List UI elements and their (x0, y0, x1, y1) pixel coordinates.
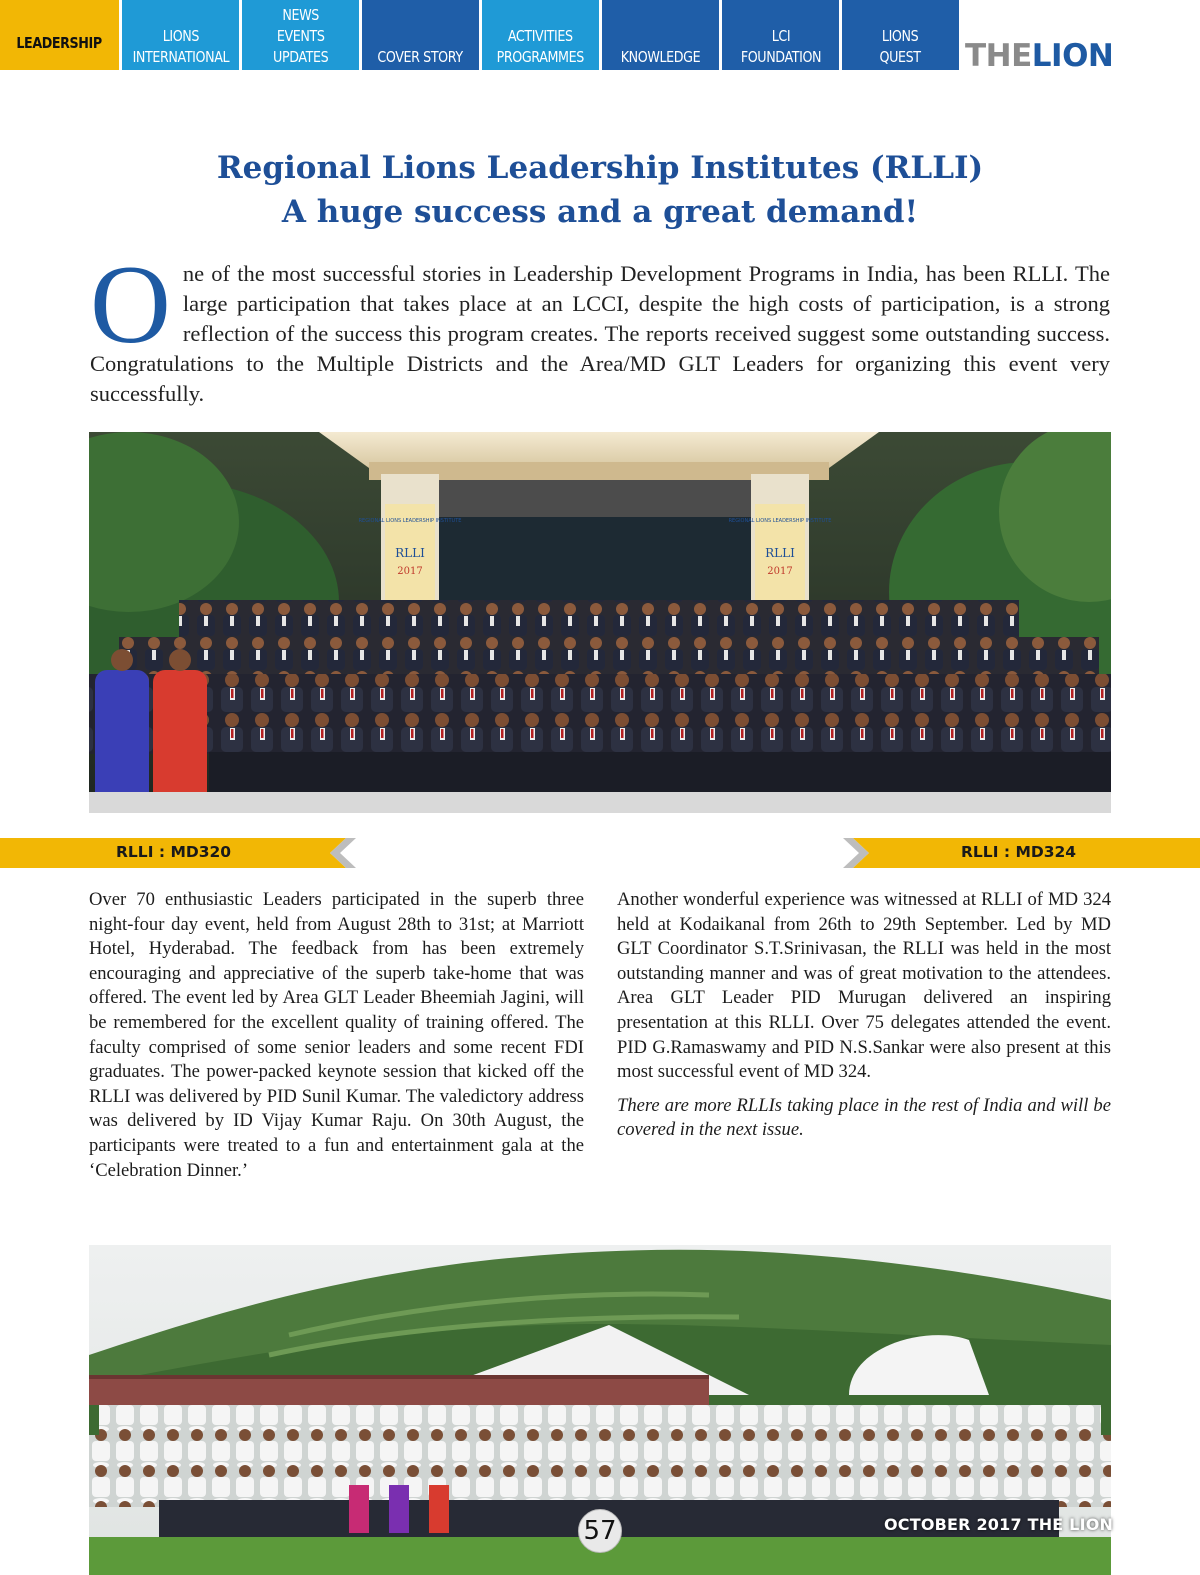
intro-paragraph (90, 243, 1110, 409)
drop-cap: O (90, 243, 171, 367)
section-nav (0, 0, 1200, 72)
section-label-md324: RLLI : MD324 (961, 843, 1077, 861)
closing-note: There are more RLLIs taking place in the rest of India and will be covered in the next issue. (617, 1094, 1111, 1141)
column-md320 (89, 888, 584, 1183)
tab-cover-story[interactable]: COVER STORY (362, 0, 479, 70)
intro-text: ne of the most successful stories in Leadership Development Programs in India, has been RLLI. The large participation that takes place at an LCCI, despite the high costs of participation, is a strong reflection of the success this program creates. The reports received suggest some outstanding success. Congratulations to the Multiple Districts and the Area/MD GLT Leaders for organizing this event very successfully. (90, 261, 1110, 406)
page-number: 57 (578, 1509, 622, 1553)
banner-logo-right: RLLI (765, 546, 795, 560)
tab-leadership[interactable]: LEADERSHIP (0, 0, 119, 70)
group-photo-md320 (89, 432, 1111, 813)
tab-news-events-updates[interactable]: NEWS EVENTS UPDATES (242, 0, 359, 70)
article-title (0, 146, 1200, 234)
banner-text-right: REGIONAL LIONS LEADERSHIP INSTITUTE (728, 518, 832, 524)
tab-lions-quest[interactable]: LIONS QUEST (842, 0, 959, 70)
md324-body: Another wonderful experience was witnessed at RLLI of MD 324 held at Kodaikanal from 26th to 29th September. Led by MD GLT Coordinator S.T.Srinivasan, the RLLI was held in the most outstanding manner and was of great motivation to the attendees. Area GLT Leader PID Murugan delivered an inspiring presentation at this RLLI. Over 75 delegates attended the event. PID G.Ramaswamy and PID N.S.Sankar were also present at this most successful event of MD 324. (617, 889, 1111, 1083)
section-ribbon-md320 (0, 836, 356, 870)
section-ribbon-md324 (843, 836, 1200, 870)
banner-text-left: REGIONAL LIONS LEADERSHIP INSTITUTE (358, 518, 462, 524)
tab-lci-foundation[interactable]: LCI FOUNDATION (722, 0, 839, 70)
issue-label: OCTOBER 2017 THE LION (884, 1515, 1114, 1534)
hotel-group-illustration (89, 432, 1111, 813)
md320-body: Over 70 enthusiastic Leaders participated in the superb three night-four day event, held from August 28th to 31st; at Marriott Hotel, Hyderabad. The feedback from has been extremely encouraging and appreciative of the superb take-home that was offered. The event led by Area GLT Leader Bheemiah Jagini, will be remembered for the excellent quality of training offered. The faculty comprised of some senior leaders and some recent FDI graduates. The power-packed keynote session that kicked off the RLLI was delivered by PID Sunil Kumar. The valedictory address was delivered by ID Vijay Kumar Raju. On 30th August, the participants were treated to a fun and entertainment gala at the ‘Celebration Dinner.’ (89, 889, 584, 1181)
tab-activities-programmes[interactable]: ACTIVITIES PROGRAMMES (482, 0, 599, 70)
title-line-1: Regional Lions Leadership Institutes (RLLI) (216, 150, 984, 186)
tab-knowledge[interactable]: KNOWLEDGE (602, 0, 719, 70)
banner-year-left: 2017 (397, 566, 423, 577)
banner-year-right: 2017 (767, 566, 793, 577)
magazine-logo: THELION (965, 38, 1114, 74)
section-label-md320: RLLI : MD320 (116, 843, 232, 861)
title-line-2: A huge success and a great demand! (281, 194, 919, 230)
column-md324 (617, 888, 1111, 1143)
tab-lions-international[interactable]: LIONS INTERNATIONAL (122, 0, 239, 70)
banner-logo-left: RLLI (395, 546, 425, 560)
